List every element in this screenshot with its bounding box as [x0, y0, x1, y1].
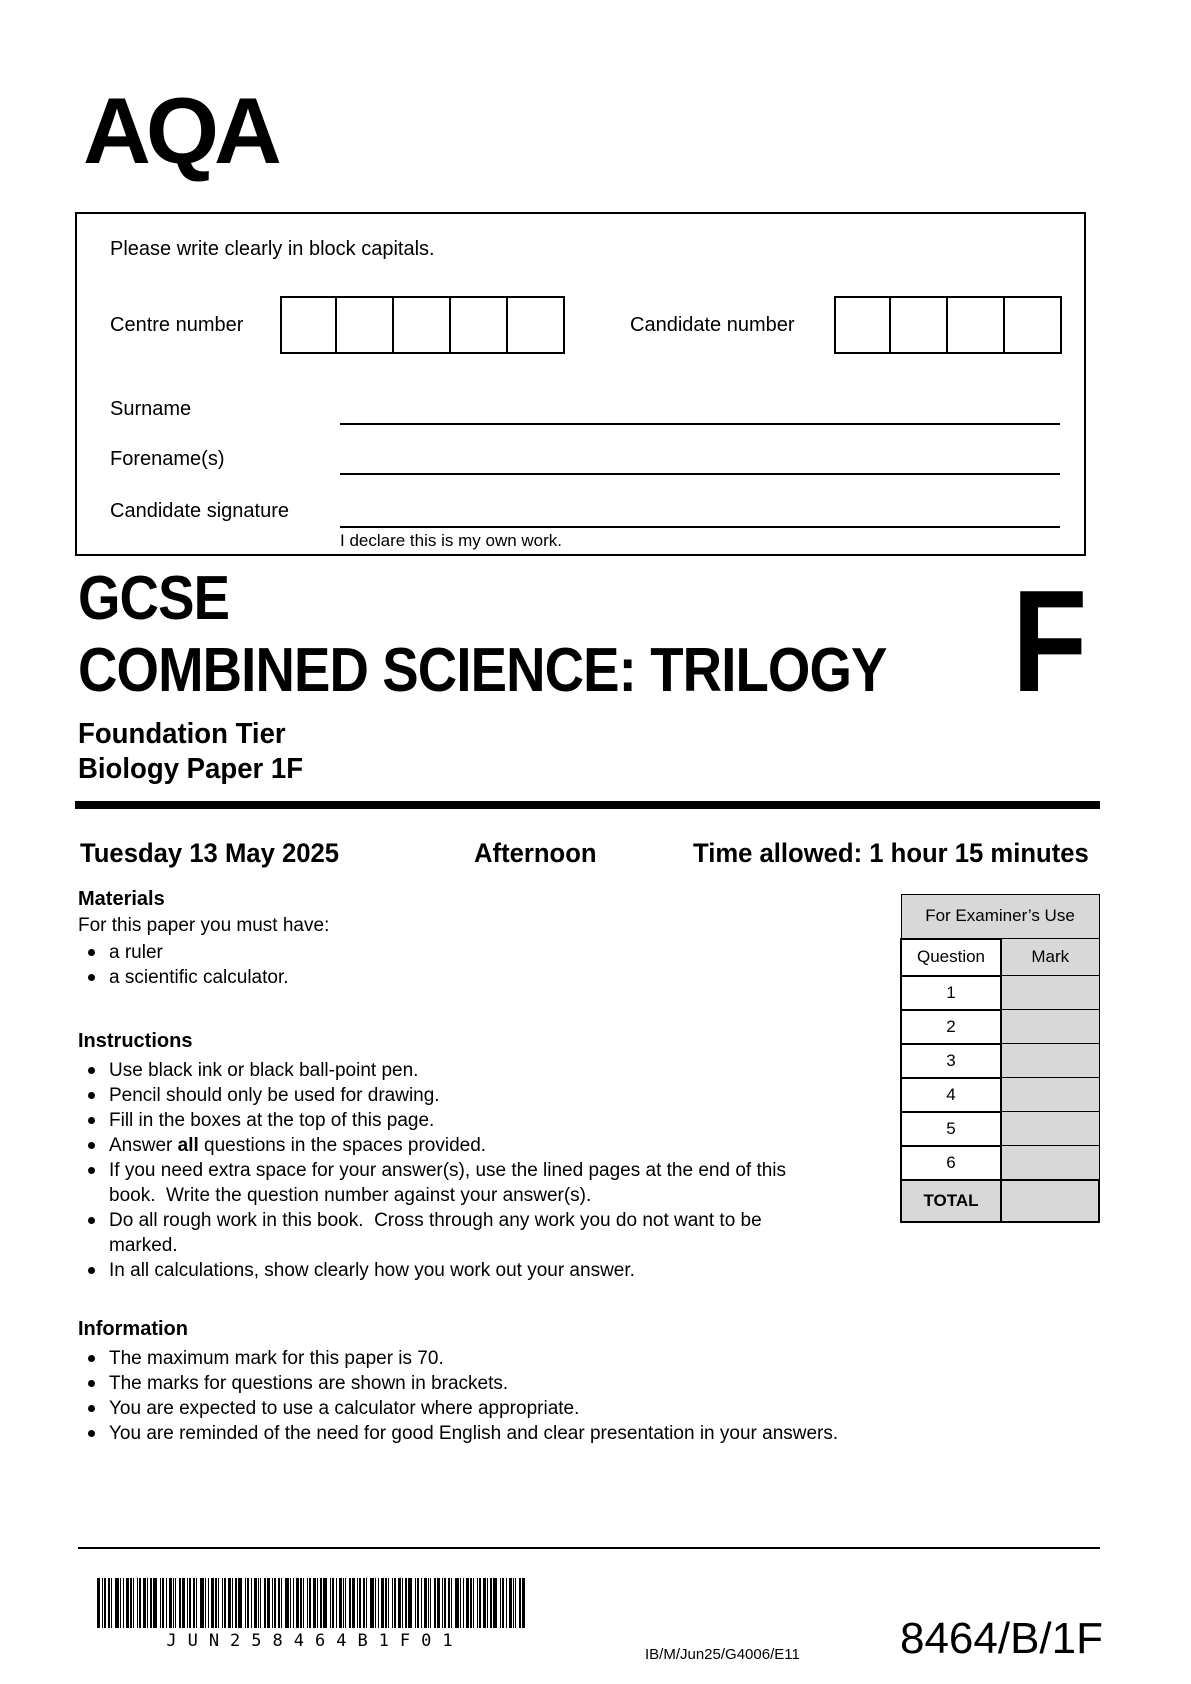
- centre-number-cell[interactable]: [394, 296, 451, 354]
- question-number-cell: 1: [901, 976, 1001, 1010]
- mark-cell[interactable]: [1001, 1010, 1099, 1044]
- centre-number-cell[interactable]: [451, 296, 508, 354]
- bullet-icon: [88, 1117, 95, 1124]
- subject-title: COMBINED SCIENCE: TRILOGY: [78, 636, 887, 705]
- declaration-text: I declare this is my own work.: [340, 531, 563, 550]
- footer-divider-rule: [78, 1547, 1100, 1549]
- bullet-icon: [88, 1067, 95, 1074]
- instructions-list: [78, 1058, 819, 1283]
- title-divider-rule: [75, 801, 1100, 809]
- materials-intro: For this paper you must have:: [78, 915, 330, 936]
- exam-date: Tuesday 13 May 2025: [80, 838, 340, 868]
- centre-number-boxes: [280, 296, 565, 354]
- forenames-label: Forename(s): [110, 448, 225, 470]
- information-heading: Information: [78, 1318, 188, 1340]
- list-item: You are expected to use a calculator where appropriate.: [78, 1396, 1088, 1421]
- question-number-cell: 3: [901, 1044, 1001, 1078]
- examiner-use-table: [900, 894, 1100, 1223]
- list-item: Pencil should only be used for drawing.: [78, 1083, 819, 1108]
- question-number-cell: 6: [901, 1146, 1001, 1180]
- bullet-icon: [88, 1092, 95, 1099]
- total-mark-cell[interactable]: [1001, 1180, 1099, 1222]
- list-item: Do all rough work in this book. Cross through any work you do not want to be marked.: [78, 1208, 819, 1258]
- list-item: The maximum mark for this paper is 70.: [78, 1346, 1088, 1371]
- reference-code: IB/M/Jun25/G4006/E11: [645, 1646, 800, 1663]
- candidate-number-boxes: [834, 296, 1062, 354]
- list-item: Use black ink or black ball-point pen.: [78, 1058, 819, 1083]
- question-number-cell: 5: [901, 1112, 1001, 1146]
- question-column-header: Question: [901, 939, 1001, 976]
- signature-input-line[interactable]: [340, 526, 1060, 528]
- bullet-icon: [88, 974, 95, 981]
- mark-cell[interactable]: [1001, 1112, 1099, 1146]
- bullet-icon: [88, 1430, 95, 1437]
- block-capitals-caption: Please write clearly in block capitals.: [110, 238, 435, 260]
- tier-letter-badge: F: [1012, 560, 1088, 722]
- candidate-number-label: Candidate number: [630, 314, 795, 336]
- candidate-number-cell[interactable]: [891, 296, 948, 354]
- tier-title: Foundation Tier: [78, 718, 286, 750]
- information-list: [78, 1346, 1088, 1446]
- centre-number-cell[interactable]: [280, 296, 337, 354]
- mark-cell[interactable]: [1001, 1044, 1099, 1078]
- exam-session: Afternoon: [474, 838, 597, 868]
- qualification-title: GCSE: [78, 564, 230, 633]
- list-item: Answer all questions in the spaces provided.: [78, 1133, 819, 1158]
- list-item: Fill in the boxes at the top of this page.: [78, 1108, 819, 1133]
- bullet-icon: [88, 1167, 95, 1174]
- paper-title: Biology Paper 1F: [78, 753, 304, 785]
- bullet-icon: [88, 1405, 95, 1412]
- centre-number-cell[interactable]: [508, 296, 565, 354]
- signature-label: Candidate signature: [110, 500, 290, 522]
- question-number-cell: 4: [901, 1078, 1001, 1112]
- time-allowed: Time allowed: 1 hour 15 minutes: [693, 838, 1089, 868]
- bullet-icon: [88, 1142, 95, 1149]
- centre-number-label: Centre number: [110, 314, 244, 336]
- examiner-table-title: For Examiner’s Use: [901, 895, 1099, 939]
- mark-cell[interactable]: [1001, 1146, 1099, 1180]
- bullet-icon: [88, 1267, 95, 1274]
- list-item: If you need extra space for your answer(s), use the lined pages at the end of this book. Write the question number against your answer(s).: [78, 1158, 819, 1208]
- instructions-heading: Instructions: [78, 1030, 193, 1052]
- paper-code: 8464/B/1F: [899, 1614, 1103, 1663]
- candidate-number-cell[interactable]: [948, 296, 1005, 354]
- bullet-icon: [88, 949, 95, 956]
- bullet-icon: [88, 1355, 95, 1362]
- bullet-icon: [88, 1217, 95, 1224]
- question-number-cell: 2: [901, 1010, 1001, 1044]
- surname-label: Surname: [110, 398, 192, 420]
- forenames-input-line[interactable]: [340, 473, 1060, 475]
- list-item: a ruler: [78, 940, 578, 965]
- mark-cell[interactable]: [1001, 976, 1099, 1010]
- materials-list: [78, 940, 578, 990]
- list-item: The marks for questions are shown in brackets.: [78, 1371, 1088, 1396]
- mark-column-header: Mark: [1001, 939, 1099, 976]
- list-item: You are reminded of the need for good English and clear presentation in your answers.: [78, 1421, 1088, 1446]
- barcode-text: JUN258464B1F01: [166, 1631, 464, 1651]
- bullet-icon: [88, 1380, 95, 1387]
- list-item: In all calculations, show clearly how you work out your answer.: [78, 1258, 819, 1283]
- candidate-number-cell[interactable]: [1005, 296, 1062, 354]
- total-label-cell: TOTAL: [901, 1180, 1001, 1222]
- list-item: a scientific calculator.: [78, 965, 578, 990]
- candidate-number-cell[interactable]: [834, 296, 891, 354]
- surname-input-line[interactable]: [340, 423, 1060, 425]
- mark-cell[interactable]: [1001, 1078, 1099, 1112]
- barcode: [97, 1578, 533, 1628]
- aqa-logo: AQA: [83, 78, 277, 183]
- materials-heading: Materials: [78, 888, 165, 910]
- centre-number-cell[interactable]: [337, 296, 394, 354]
